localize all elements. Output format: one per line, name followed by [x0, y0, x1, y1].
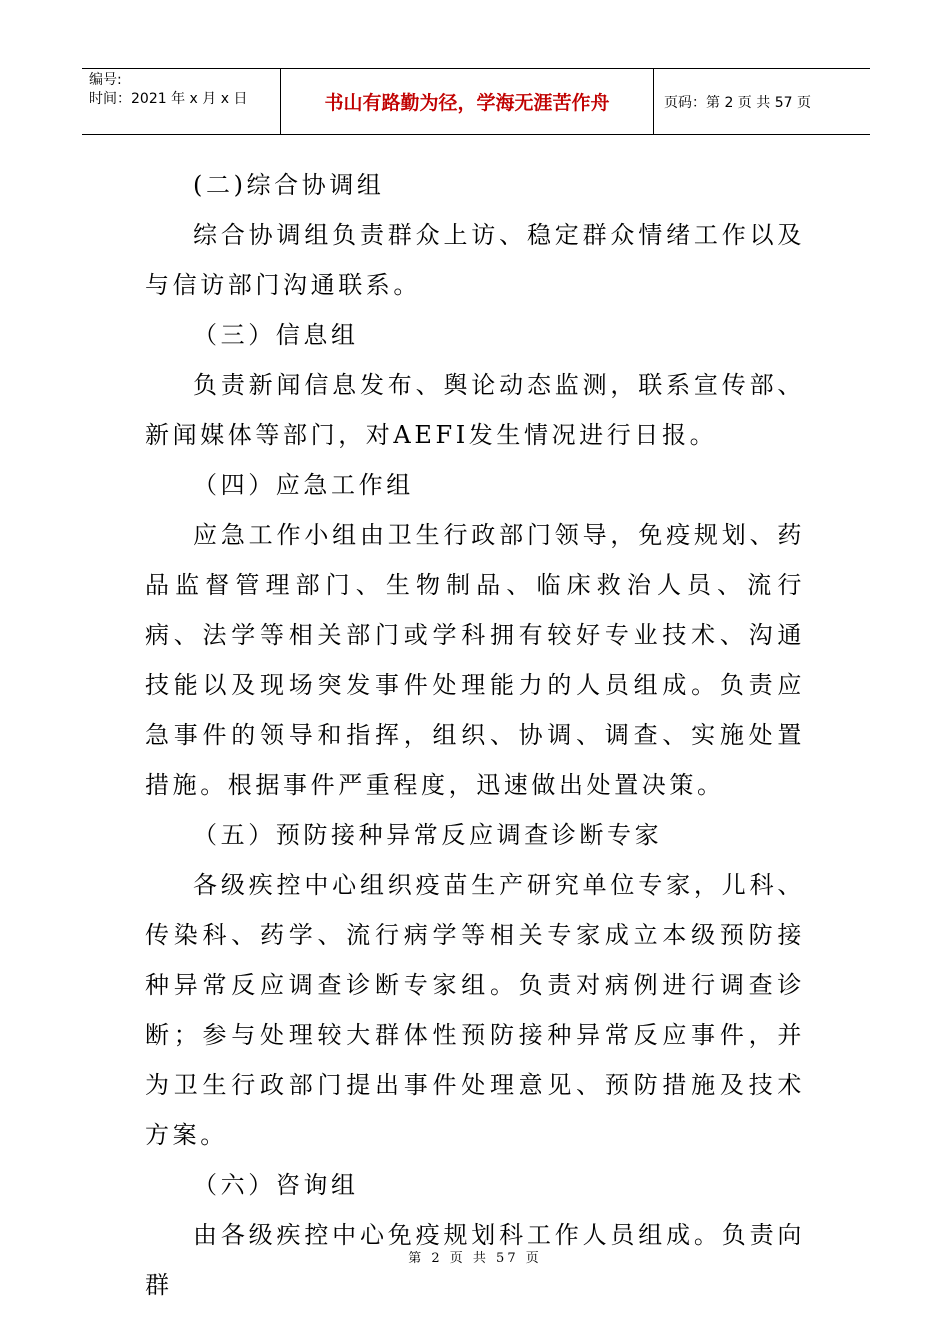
- document-date: 时间：2021 年 x 月 x 日: [89, 91, 248, 107]
- section-paragraph-6: 由各级疾控中心免疫规划科工作人员组成。负责向群: [145, 1221, 805, 1299]
- page-footer: 第 2 页 共 57 页: [408, 1251, 542, 1266]
- section-heading-2: (二)综合协调组: [193, 171, 385, 199]
- section-paragraph-4: 应急工作小组由卫生行政部门领导，免疫规划、药品监督管理部门、生物制品、临床救治人员、流行病、法学等相关部门或学科拥有较好专业技术、沟通技能以及现场突发事件处理能力的人员组成。负责应急事件的领导和指挥，组织、协调、调查、实施处置措施。根据事件严重程度，迅速做出处置决策。: [145, 521, 805, 799]
- document-body: [145, 160, 805, 1310]
- header-motto: 书山有路勤为径，学海无涯苦作舟: [281, 69, 654, 134]
- document-number-label: 编号:: [89, 72, 122, 88]
- section-paragraph-2: 综合协调组负责群众上访、稳定群众情绪工作以及与信访部门沟通联系。: [145, 221, 805, 299]
- page-header: [82, 68, 870, 135]
- header-meta: [82, 69, 281, 134]
- section-heading-5: （五）预防接种异常反应调查诊断专家: [193, 821, 663, 849]
- section-paragraph-5: 各级疾控中心组织疫苗生产研究单位专家，儿科、传染科、药学、流行病学等相关专家成立本级预防接种异常反应调查诊断专家组。负责对病例进行调查诊断；参与处理较大群体性预防接种异常反应事件，并为卫生行政部门提出事件处理意见、预防措施及技术方案。: [145, 871, 805, 1149]
- header-page-info: 页码：第 2 页 共 57 页: [664, 94, 811, 111]
- section-heading-4: （四）应急工作组: [193, 471, 414, 499]
- section-paragraph-3: 负责新闻信息发布、舆论动态监测，联系宣传部、新闻媒体等部门，对AEFI发生情况进行日报。: [145, 371, 805, 449]
- section-heading-3: （三）信息组: [193, 321, 359, 349]
- section-heading-6: （六）咨询组: [193, 1171, 359, 1199]
